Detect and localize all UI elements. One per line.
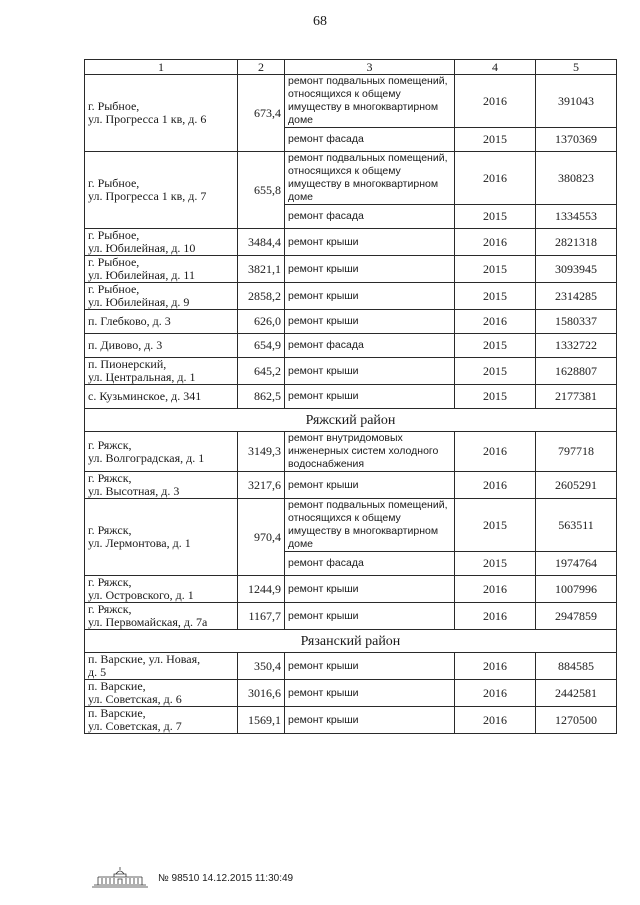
address-cell: г. Рыбное, ул. Юбилейная, д. 10: [85, 229, 238, 256]
address-cell: с. Кузьминское, д. 341: [85, 385, 238, 409]
year-cell: 2016: [455, 152, 536, 205]
district-name: Рязанский район: [85, 630, 617, 653]
work-type-cell: ремонт фасада: [285, 128, 455, 152]
table-row: [85, 576, 617, 603]
area-cell: 350,4: [238, 653, 285, 680]
table-row: [85, 432, 617, 472]
address-cell: г. Рыбное, ул. Юбилейная, д. 11: [85, 256, 238, 283]
year-cell: 2016: [455, 680, 536, 707]
area-cell: 3016,6: [238, 680, 285, 707]
year-cell: 2016: [455, 576, 536, 603]
work-type-cell: ремонт фасада: [285, 334, 455, 358]
area-cell: 862,5: [238, 385, 285, 409]
cost-cell: 563511: [536, 499, 617, 552]
cost-cell: 2605291: [536, 472, 617, 499]
address-cell: г. Рыбное, ул. Прогресса 1 кв, д. 7: [85, 152, 238, 229]
table-row: [85, 358, 617, 385]
table-row: [85, 334, 617, 358]
column-number: 4: [455, 60, 536, 75]
table-row: [85, 707, 617, 734]
address-cell: г. Ряжск, ул. Лермонтова, д. 1: [85, 499, 238, 576]
year-cell: 2015: [455, 334, 536, 358]
cost-cell: 391043: [536, 75, 617, 128]
area-cell: 626,0: [238, 310, 285, 334]
area-cell: 3821,1: [238, 256, 285, 283]
address-cell: г. Ряжск, ул. Первомайская, д. 7а: [85, 603, 238, 630]
registration-stamp: № 98510 14.12.2015 11:30:49: [158, 873, 294, 884]
area-cell: 2858,2: [238, 283, 285, 310]
work-type-cell: ремонт крыши: [285, 680, 455, 707]
year-cell: 2015: [455, 205, 536, 229]
address-cell: п. Пионерский, ул. Центральная, д. 1: [85, 358, 238, 385]
cost-cell: 1628807: [536, 358, 617, 385]
address-cell: п. Варские, ул. Советская, д. 7: [85, 707, 238, 734]
year-cell: 2015: [455, 385, 536, 409]
page-number: 68: [313, 14, 327, 29]
document-footer: [88, 866, 388, 894]
year-cell: 2015: [455, 256, 536, 283]
area-cell: 970,4: [238, 499, 285, 576]
work-type-cell: ремонт крыши: [285, 653, 455, 680]
area-cell: 654,9: [238, 334, 285, 358]
cost-cell: 2821318: [536, 229, 617, 256]
table-row: [85, 75, 617, 128]
area-cell: 1569,1: [238, 707, 285, 734]
address-cell: п. Дивово, д. 3: [85, 334, 238, 358]
district-name: Ряжский район: [85, 409, 617, 432]
area-cell: 3217,6: [238, 472, 285, 499]
cost-cell: 1974764: [536, 552, 617, 576]
area-cell: 655,8: [238, 152, 285, 229]
work-type-cell: ремонт крыши: [285, 256, 455, 283]
table-row: [85, 283, 617, 310]
area-cell: 645,2: [238, 358, 285, 385]
work-type-cell: ремонт крыши: [285, 358, 455, 385]
work-type-cell: ремонт крыши: [285, 576, 455, 603]
district-row: [85, 630, 617, 653]
cost-cell: 1334553: [536, 205, 617, 229]
parliament-building-icon: [88, 866, 152, 890]
cost-cell: 1580337: [536, 310, 617, 334]
year-cell: 2016: [455, 432, 536, 472]
year-cell: 2015: [455, 499, 536, 552]
table-row: [85, 680, 617, 707]
year-cell: 2015: [455, 358, 536, 385]
table-row: [85, 499, 617, 552]
cost-cell: 1332722: [536, 334, 617, 358]
year-cell: 2015: [455, 128, 536, 152]
cost-cell: 884585: [536, 653, 617, 680]
year-cell: 2016: [455, 310, 536, 334]
cost-cell: 2314285: [536, 283, 617, 310]
area-cell: 1244,9: [238, 576, 285, 603]
work-type-cell: ремонт внутридомовых инженерных систем холодного водоснабжения: [285, 432, 455, 472]
work-type-cell: ремонт крыши: [285, 707, 455, 734]
cost-cell: 2177381: [536, 385, 617, 409]
work-type-cell: ремонт фасада: [285, 205, 455, 229]
table-row: [85, 152, 617, 205]
table-row: [85, 603, 617, 630]
work-type-cell: ремонт крыши: [285, 283, 455, 310]
cost-cell: 380823: [536, 152, 617, 205]
year-cell: 2016: [455, 707, 536, 734]
address-cell: г. Ряжск, ул. Волгоградская, д. 1: [85, 432, 238, 472]
address-cell: г. Ряжск, ул. Высотная, д. 3: [85, 472, 238, 499]
year-cell: 2015: [455, 552, 536, 576]
table-row: [85, 653, 617, 680]
cost-cell: 797718: [536, 432, 617, 472]
area-cell: 3484,4: [238, 229, 285, 256]
cost-cell: 2947859: [536, 603, 617, 630]
work-type-cell: ремонт подвальных помещений, относящихся к общему имуществу в многоквартирном доме: [285, 152, 455, 205]
area-cell: 673,4: [238, 75, 285, 152]
year-cell: 2016: [455, 603, 536, 630]
cost-cell: 1270500: [536, 707, 617, 734]
work-type-cell: ремонт крыши: [285, 310, 455, 334]
work-type-cell: ремонт подвальных помещений, относящихся к общему имуществу в многоквартирном доме: [285, 75, 455, 128]
address-cell: п. Варские, ул. Советская, д. 6: [85, 680, 238, 707]
year-cell: 2016: [455, 75, 536, 128]
year-cell: 2016: [455, 653, 536, 680]
work-type-cell: ремонт подвальных помещений, относящихся к общему имуществу в многоквартирном доме: [285, 499, 455, 552]
table-row: [85, 385, 617, 409]
year-cell: 2015: [455, 283, 536, 310]
table-row: [85, 472, 617, 499]
repair-program-table: [84, 59, 617, 734]
area-cell: 3149,3: [238, 432, 285, 472]
address-cell: г. Рыбное, ул. Юбилейная, д. 9: [85, 283, 238, 310]
cost-cell: 3093945: [536, 256, 617, 283]
column-number: 2: [238, 60, 285, 75]
district-row: [85, 409, 617, 432]
cost-cell: 1370369: [536, 128, 617, 152]
work-type-cell: ремонт крыши: [285, 385, 455, 409]
address-cell: п. Глебково, д. 3: [85, 310, 238, 334]
column-number: 3: [285, 60, 455, 75]
area-cell: 1167,7: [238, 603, 285, 630]
work-type-cell: ремонт крыши: [285, 603, 455, 630]
address-cell: г. Рыбное, ул. Прогресса 1 кв, д. 6: [85, 75, 238, 152]
column-number: 1: [85, 60, 238, 75]
address-cell: г. Ряжск, ул. Островского, д. 1: [85, 576, 238, 603]
work-type-cell: ремонт крыши: [285, 472, 455, 499]
cost-cell: 2442581: [536, 680, 617, 707]
year-cell: 2016: [455, 472, 536, 499]
cost-cell: 1007996: [536, 576, 617, 603]
address-cell: п. Варские, ул. Новая, д. 5: [85, 653, 238, 680]
year-cell: 2016: [455, 229, 536, 256]
table-row: [85, 256, 617, 283]
table-row: [85, 229, 617, 256]
work-type-cell: ремонт крыши: [285, 229, 455, 256]
column-numbers-row: [85, 60, 617, 75]
column-number: 5: [536, 60, 617, 75]
work-type-cell: ремонт фасада: [285, 552, 455, 576]
table-row: [85, 310, 617, 334]
